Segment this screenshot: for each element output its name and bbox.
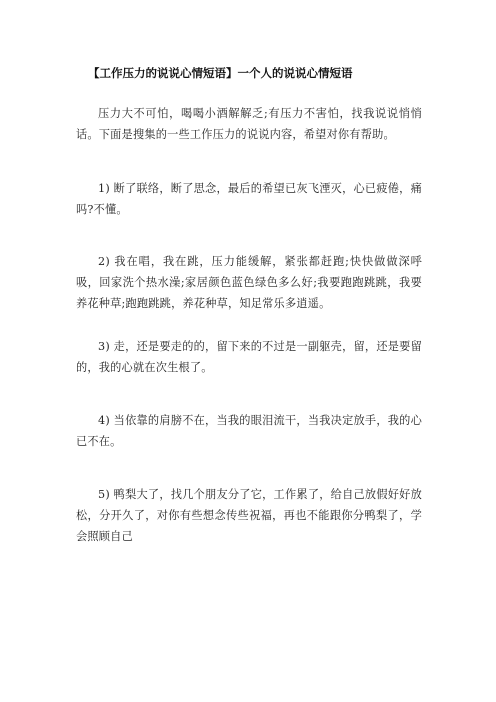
list-item: 5) 鸭梨大了，找几个朋友分了它，工作累了，给自己放假好好放松，分开久了，对你有些想念传些祝福，再也不能跟你分鸭梨了，学会照顾自己 [76,488,422,544]
list-item: 2) 我在唱，我在跳，压力能缓解，紧张都赶跑;快快做做深呼吸，回家洗个热水澡;家居颜色蓝色绿色多么好;我要跑跑跳跳，我要养花种草;跑跑跳跳，养花种草，知足常乐多逍遥。 [76,255,422,311]
document-title: 【工作压力的说说心情短语】一个人的说说心情短语 [88,66,353,80]
list-item: 4) 当依靠的肩膀不在，当我的眼泪流干，当我决定放手，我的心已不在。 [76,414,422,449]
list-item: 3) 走，还是要走的的，留下来的不过是一副躯壳，留，还是要留的，我的心就在次生根了。 [76,340,422,375]
list-item: 1) 断了联络，断了思念，最后的希望已灰飞湮灭，心已疲倦，痛吗?不懂。 [76,182,422,217]
intro-paragraph: 压力大不可怕，喝喝小酒解解乏;有压力不害怕，找我说说悄悄话。下面是搜集的一些工作压力的说说内容，希望对你有帮助。 [76,107,422,142]
